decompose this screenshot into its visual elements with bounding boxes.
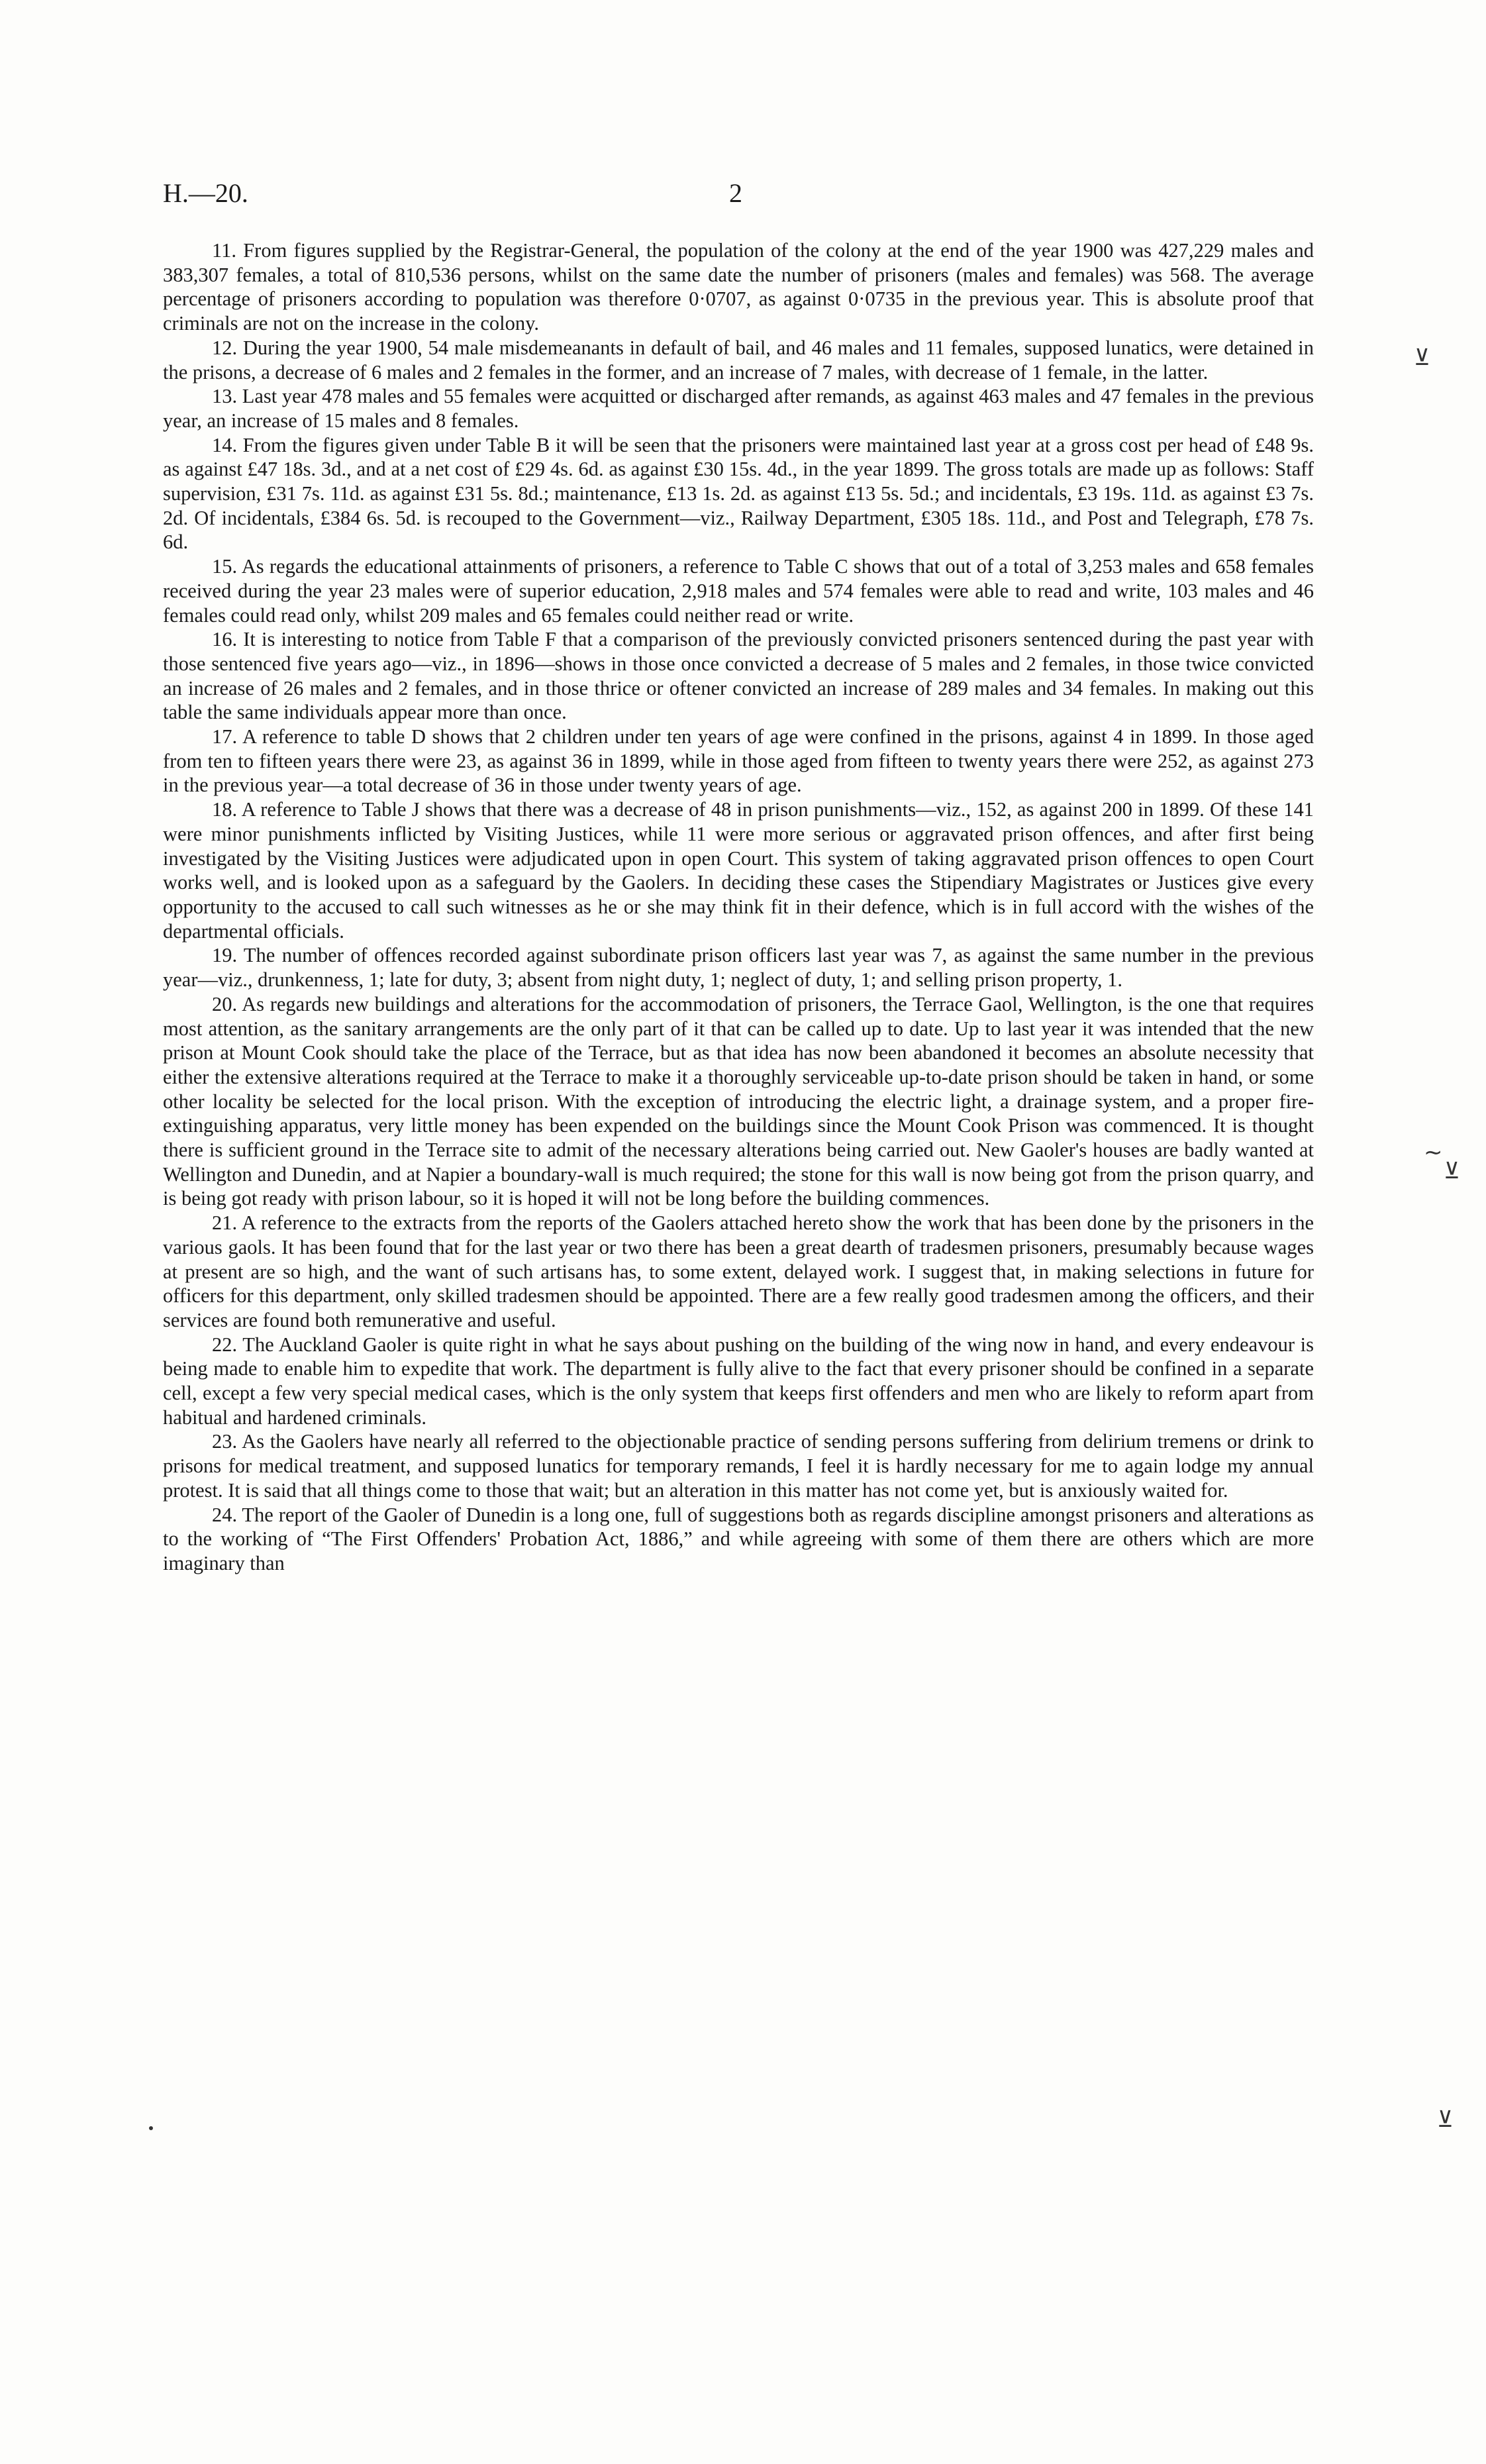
paragraph-15: 15. As regards the educational attainments of prisoners, a reference to Table C shows that out of a total of 3,253 males and 658 females received during the year 23 males were of superior education, 2,918 males and 574 females were able to read and write, 103 males and 46 females could read only, whilst 209 males and 65 females could neither read or write. bbox=[163, 555, 1314, 627]
paragraph-17: 17. A reference to table D shows that 2 children under ten years of age were confined in the prisons, against 4 in 1899. In those aged from ten to fifteen years there were 23, as against 36 in 1899, while in those aged from fifteen to twenty years there were 252, as against 273 in the previous year—a total decrease of 36 in those under twenty years of age. bbox=[163, 725, 1314, 797]
paragraph-21: 21. A reference to the extracts from the reports of the Gaolers attached hereto show the work that has been done by the prisoners in the various gaols. It has been found that for the last year or two there has been a great dearth of tradesmen prisoners, presumably because wages at present are so high, and the want of such artisans has, to some extent, delayed work. I suggest that, in making selections in future for officers for this department, only skilled tradesmen should be appointed. There are a few really good tradesmen among the officers, and their services are found both remunerative and useful. bbox=[163, 1211, 1314, 1331]
paragraph-13: 13. Last year 478 males and 55 females were acquitted or discharged after remands, as against 463 males and 47 females in the previous year, an increase of 15 males and 8 females. bbox=[163, 385, 1314, 432]
paragraph-12: 12. During the year 1900, 54 male misdemeanants in default of bail, and 46 males and 11 females, supposed lunatics, were detained in the prisons, a decrease of 6 males and 2 females in the former, and an increase of 7 males, with decrease of 1 female, in the latter. bbox=[163, 336, 1314, 384]
margin-tick-mark: ⊻ bbox=[1437, 2106, 1454, 2133]
paragraph-14: 14. From the figures given under Table B it will be seen that the prisoners were maintained last year at a gross cost per head of £48 9s. as against £47 18s. 3d., and at a net cost of £29 4s. 6d. as against £30 15s. 4d., in the year 1899. The gross totals are made up as follows: Staff supervision, £31 7s. 11d. as against £31 5s. 8d.; maintenance, £13 1s. 2d. as against £13 5s. 5d.; and incidentals, £3 19s. 11d. as against £3 7s. 2d. Of incidentals, £384 6s. 5d. is recouped to the Government—viz., Railway Department, £305 18s. 11d., and Post and Telegraph, £78 7s. 6d. bbox=[163, 433, 1314, 554]
margin-tick-mark: ⊻ bbox=[1444, 1158, 1460, 1184]
page-header bbox=[163, 178, 1289, 217]
paragraph-18: 18. A reference to Table J shows that there was a decrease of 48 in prison punishments—viz., 152, as against 200 in 1899. Of these 141 were minor punishments inflicted by Visiting Justices, while 11 were more serious or aggravated prison offences, and after first being investigated by the Visiting Justices were adjudicated upon in open Court. This system of taking aggravated prison offences to open Court works well, and is looked upon as a safeguard by the Gaolers. In deciding these cases the Stipendiary Magistrates or Justices give every opportunity to the accused to call such witnesses as he or she may think fit in their defence, which is in full accord with the wishes of the departmental officials. bbox=[163, 798, 1314, 943]
paragraph-20: 20. As regards new buildings and alterations for the accommodation of prisoners, the Terrace Gaol, Wellington, is the one that requires most attention, as the sanitary arrangements are the only part of it that can be called up to date. Up to last year it was intended that the new prison at Mount Cook should take the place of the Terrace, but as that idea has now been abandoned it becomes an absolute necessity that either the extensive alterations required at the Terrace to make it a thoroughly serviceable up-to-date prison should be taken in hand, or some other locality be selected for the local prison. With the exception of introducing the electric light, a drainage system, and a proper fire-extinguishing apparatus, very little money has been expended on the buildings since the Mount Cook Prison was commenced. It is thought there is sufficient ground in the Terrace site to admit of the necessary alterations being carried out. New Gaoler's houses are badly wanted at Wellington and Dunedin, and at Napier a boundary-wall is much required; the stone for this wall is now being got from the prison quarry, and is being got ready with prison labour, so it is hoped it will not be long before the building commences. bbox=[163, 992, 1314, 1210]
report-body bbox=[163, 238, 1314, 1576]
paragraph-22: 22. The Auckland Gaoler is quite right in what he says about pushing on the building of the wing now in hand, and every endeavour is being made to enable him to expedite that work. The department is fully alive to the fact that every prisoner should be confined in a separate cell, except a few very special medical cases, which is the only system that keeps first offenders and men who are likely to reform apart from habitual and hardened criminals. bbox=[163, 1333, 1314, 1429]
paragraph-11: 11. From figures supplied by the Registrar-General, the population of the colony at the end of the year 1900 was 427,229 males and 383,307 females, a total of 810,536 persons, whilst on the same date the number of prisoners (males and females) was 568. The average percentage of prisoners according to population was therefore 0·0707, as against 0·0735 in the previous year. This is absolute proof that criminals are not on the increase in the colony. bbox=[163, 239, 1314, 335]
margin-tick-mark: ∼ bbox=[1424, 1139, 1443, 1166]
page-number: 2 bbox=[729, 178, 742, 208]
paragraph-23: 23. As the Gaolers have nearly all referred to the objectionable practice of sending persons suffering from delirium tremens or drink to prisons for medical treatment, and supposed lunatics for temporary remands, I feel it is hardly necessary for me to again lodge my annual protest. It is said that all things come to those that wait; but an alteration in this matter has not come yet, but is anxiously waited for. bbox=[163, 1430, 1314, 1502]
margin-dot bbox=[149, 2126, 153, 2130]
document-reference: H.—20. bbox=[163, 178, 248, 208]
margin-tick-mark: ⊻ bbox=[1414, 344, 1430, 371]
paragraph-16: 16. It is interesting to notice from Table F that a comparison of the previously convicted prisoners sentenced during the past year with those sentenced five years ago—viz., in 1896—shows in those once convicted a decrease of 5 males and 2 females, in those twice convicted an increase of 26 males and 2 females, and in those thrice or oftener convicted an increase of 289 males and 34 females. In making out this table the same individuals appear more than once. bbox=[163, 628, 1314, 724]
paragraph-19: 19. The number of offences recorded against subordinate prison officers last year was 7, as against the same number in the previous year—viz., drunkenness, 1; late for duty, 3; absent from night duty, 1; neglect of duty, 1; and selling prison property, 1. bbox=[163, 944, 1314, 992]
paragraph-24: 24. The report of the Gaoler of Dunedin is a long one, full of suggestions both as regards discipline amongst prisoners and alterations as to the working of “The First Offenders' Probation Act, 1886,” and while agreeing with some of them there are others which are more imaginary than bbox=[163, 1503, 1314, 1574]
